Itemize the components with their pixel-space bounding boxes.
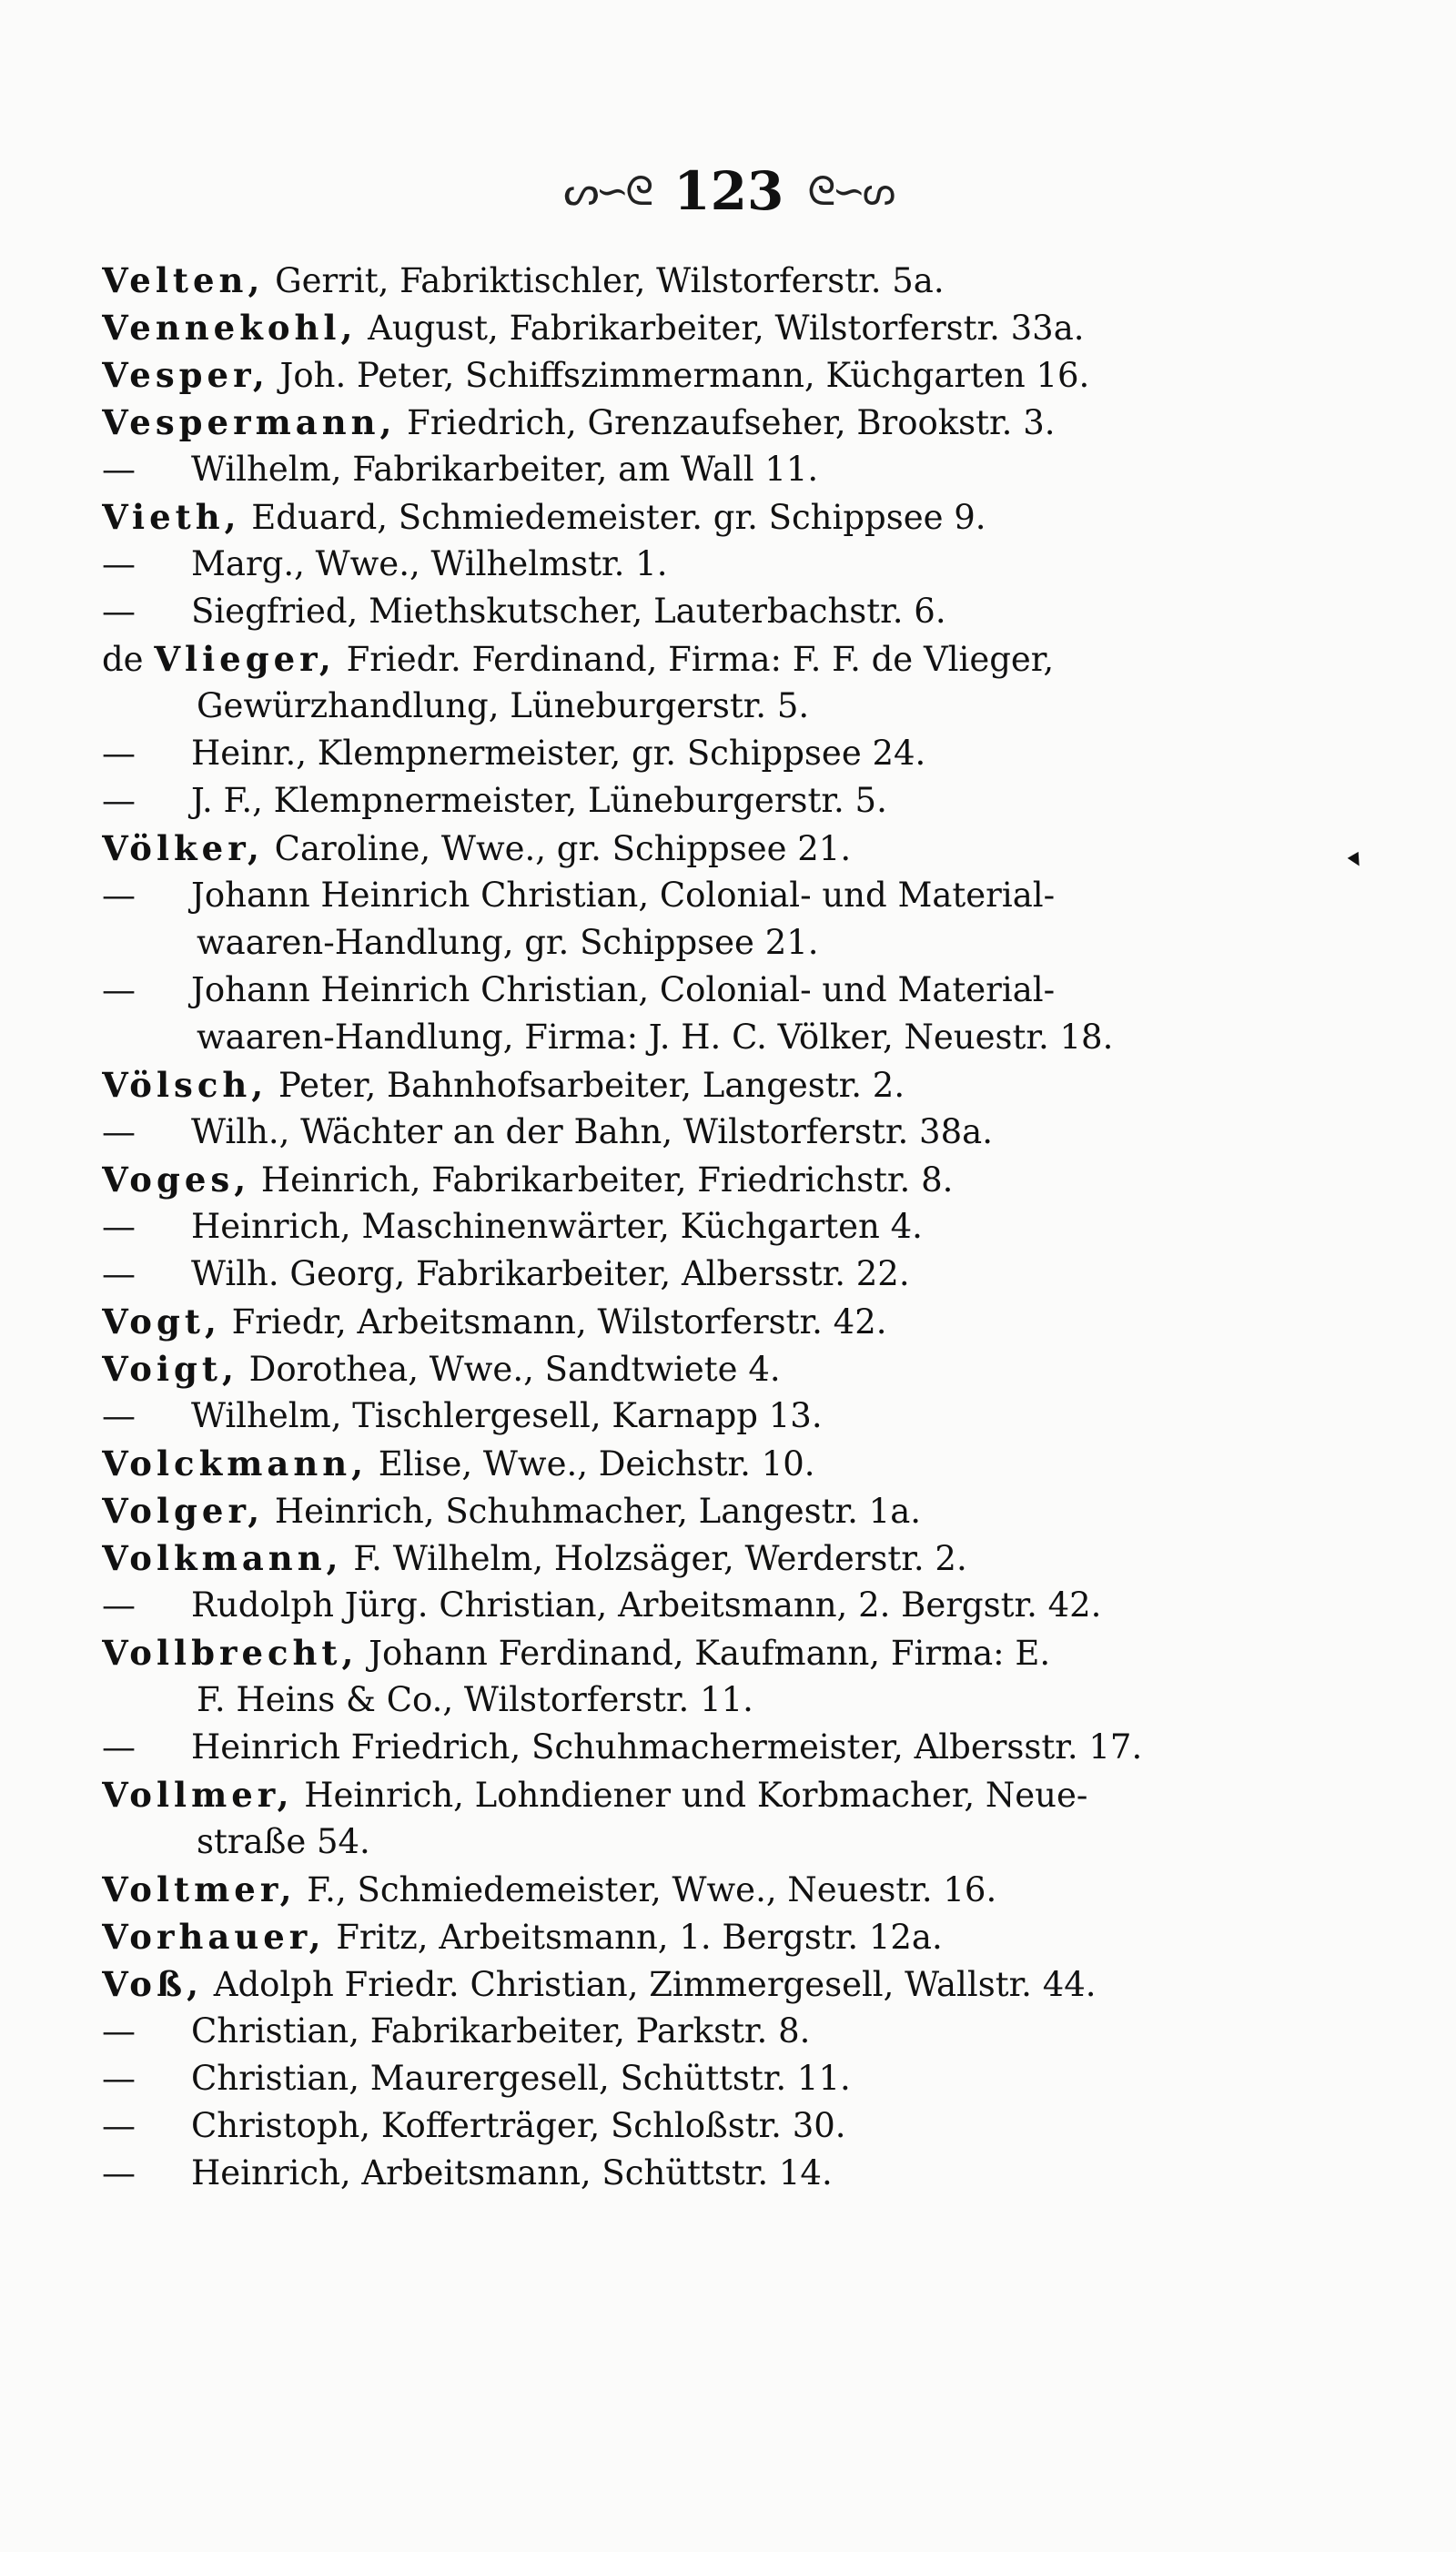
entry-details: August, Fabrikarbeiter, Wilstorferstr. 33a.	[357, 309, 1085, 348]
repeat-dash: —	[102, 1112, 136, 1151]
surname: Voigt,	[102, 1349, 238, 1389]
directory-line	[102, 2102, 1258, 2150]
directory-line	[102, 304, 1258, 351]
entry-details: Heinrich, Maschinenwärter, Küchgarten 4.	[191, 1207, 923, 1246]
directory-line	[102, 493, 1258, 541]
repeat-dash: —	[102, 544, 136, 583]
directory-entries	[102, 257, 1258, 2197]
directory-line	[102, 257, 1258, 304]
directory-line	[102, 588, 1258, 635]
entry-details: Gewürzhandlung, Lüneburgerstr. 5.	[197, 686, 810, 725]
stray-mark: ▾	[1341, 842, 1369, 876]
repeat-dash: —	[102, 970, 136, 1009]
surname: Vieth,	[102, 497, 241, 537]
surname: Volkmann,	[102, 1538, 343, 1578]
surname: Vespermann,	[102, 402, 397, 442]
entry-details: waaren-Handlung, Firma: J. H. C. Völker, Neuestr. 18.	[197, 1018, 1114, 1057]
entry-details: Wilhelm, Fabrikarbeiter, am Wall 11.	[191, 450, 819, 489]
directory-line	[102, 683, 1258, 730]
repeat-dash: —	[102, 734, 136, 773]
entry-details: Christoph, Kofferträger, Schloßstr. 30.	[191, 2106, 846, 2145]
entry-details: Heinr., Klempnermeister, gr. Schippsee 24.	[191, 734, 926, 773]
surname: Vogt,	[102, 1301, 221, 1342]
directory-line	[102, 351, 1258, 399]
directory-line	[102, 825, 1258, 872]
entry-details: Wilh., Wächter an der Bahn, Wilstorferstr. 38a.	[191, 1112, 993, 1151]
directory-line	[102, 446, 1258, 493]
entry-details: Johann Heinrich Christian, Colonial- und Material-	[191, 876, 1056, 915]
surname: Voltmer,	[102, 1869, 297, 1909]
directory-line	[102, 777, 1258, 825]
directory-line	[102, 2008, 1258, 2055]
directory-line	[102, 1534, 1258, 1582]
surname: Völsch,	[102, 1065, 268, 1105]
directory-line	[102, 2150, 1258, 2197]
directory-line	[102, 1487, 1258, 1534]
directory-line	[102, 1676, 1258, 1724]
entry-details: Marg., Wwe., Wilhelmstr. 1.	[191, 544, 668, 583]
directory-line	[102, 1345, 1258, 1392]
entry-details: Dorothea, Wwe., Sandtwiete 4.	[238, 1350, 781, 1389]
repeat-dash: —	[102, 592, 136, 631]
entry-details: Heinrich, Lohndiener und Korbmacher, Neue-	[293, 1776, 1088, 1815]
entry-details: Christian, Fabrikarbeiter, Parkstr. 8.	[191, 2011, 811, 2051]
directory-line	[102, 635, 1258, 683]
surname: Völker,	[102, 828, 264, 868]
surname: Velten,	[102, 260, 265, 300]
repeat-dash: —	[102, 781, 136, 820]
entry-details: Johann Ferdinand, Kaufmann, Firma: E.	[358, 1634, 1051, 1673]
entry-details: waaren-Handlung, gr. Schippsee 21.	[197, 923, 819, 962]
surname: Vlieger,	[154, 639, 336, 679]
repeat-dash: —	[102, 1207, 136, 1246]
directory-line	[102, 1251, 1258, 1298]
entry-details: F. Wilhelm, Holzsäger, Werderstr. 2.	[342, 1539, 967, 1578]
directory-line	[102, 967, 1258, 1014]
entry-details: Christian, Maurergesell, Schüttstr. 11.	[191, 2059, 851, 2098]
entry-details: Adolph Friedr. Christian, Zimmergesell, Wallstr. 44.	[202, 1965, 1097, 2004]
entry-details: Friedr. Ferdinand, Firma: F. F. de Vlieger,	[335, 640, 1055, 679]
entry-details: Eduard, Schmiedemeister. gr. Schippsee 9.	[240, 498, 986, 537]
directory-line	[102, 1582, 1258, 1629]
page-number: 123	[673, 160, 784, 222]
surname: Vesper,	[102, 355, 269, 395]
entry-details: Heinrich, Arbeitsmann, Schüttstr. 14.	[191, 2153, 833, 2192]
directory-line	[102, 399, 1258, 446]
name-particle: de	[102, 640, 155, 679]
directory-line	[102, 1960, 1258, 2008]
repeat-dash: —	[102, 1727, 136, 1767]
directory-line	[102, 1724, 1258, 1771]
directory-line	[102, 1629, 1258, 1676]
entry-details: Heinrich, Schuhmacher, Langestr. 1a.	[264, 1492, 922, 1531]
entry-details: Wilhelm, Tischlergesell, Karnapp 13.	[191, 1396, 823, 1435]
surname: Vollmer,	[102, 1775, 294, 1815]
page-header	[0, 155, 1456, 228]
repeat-dash: —	[102, 2106, 136, 2145]
surname: Voß,	[102, 1964, 203, 2004]
repeat-dash: —	[102, 2153, 136, 2192]
entry-details: Siegfried, Miethskutscher, Lauterbachstr. 6.	[191, 592, 946, 631]
repeat-dash: —	[102, 1585, 136, 1625]
entry-details: Heinrich Friedrich, Schuhmachermeister, Albersstr. 17.	[191, 1727, 1143, 1767]
entry-details: Wilh. Georg, Fabrikarbeiter, Albersstr. 22.	[191, 1254, 910, 1293]
entry-details: straße 54.	[197, 1822, 370, 1861]
repeat-dash: —	[102, 2059, 136, 2098]
directory-line	[102, 730, 1258, 777]
surname: Volckmann,	[102, 1443, 369, 1484]
right-ornament: ᘓ∽ᔕ	[807, 167, 893, 215]
directory-line	[102, 1014, 1258, 1061]
directory-line	[102, 1156, 1258, 1203]
directory-line	[102, 872, 1258, 919]
left-ornament: ᔕ∽ᘓ	[563, 167, 651, 215]
directory-line	[102, 1440, 1258, 1487]
repeat-dash: —	[102, 876, 136, 915]
surname: Vollbrecht,	[102, 1633, 359, 1673]
surname: Volger,	[102, 1491, 265, 1531]
directory-line	[102, 1913, 1258, 1960]
directory-line	[102, 1298, 1258, 1345]
entry-details: Gerrit, Fabriktischler, Wilstorferstr. 5a.	[264, 261, 945, 300]
entry-details: F. Heins & Co., Wilstorferstr. 11.	[197, 1680, 753, 1719]
entry-details: Rudolph Jürg. Christian, Arbeitsmann, 2. Bergstr. 42.	[191, 1585, 1102, 1625]
directory-line	[102, 1203, 1258, 1251]
directory-line	[102, 1392, 1258, 1440]
entry-details: Johann Heinrich Christian, Colonial- und Material-	[191, 970, 1056, 1009]
directory-line	[102, 541, 1258, 588]
directory-line	[102, 2055, 1258, 2102]
entry-details: Fritz, Arbeitsmann, 1. Bergstr. 12a.	[325, 1918, 943, 1957]
entry-details: Peter, Bahnhofsarbeiter, Langestr. 2.	[268, 1066, 905, 1105]
directory-line	[102, 1061, 1258, 1109]
entry-details: Friedr, Arbeitsmann, Wilstorferstr. 42.	[220, 1302, 887, 1342]
repeat-dash: —	[102, 2011, 136, 2051]
surname: Vorhauer,	[102, 1917, 326, 1957]
entry-details: Caroline, Wwe., gr. Schippsee 21.	[263, 829, 852, 868]
repeat-dash: —	[102, 1396, 136, 1435]
entry-details: J. F., Klempnermeister, Lüneburgerstr. 5.	[191, 781, 887, 820]
entry-details: Friedrich, Grenzaufseher, Brookstr. 3.	[396, 403, 1056, 442]
surname: Vennekohl,	[102, 308, 358, 348]
entry-details: F., Schmiedemeister, Wwe., Neuestr. 16.	[296, 1870, 997, 1909]
directory-line	[102, 1109, 1258, 1156]
entry-details: Heinrich, Fabrikarbeiter, Friedrichstr. 8.	[250, 1160, 954, 1200]
entry-details: Elise, Wwe., Deichstr. 10.	[368, 1444, 815, 1484]
repeat-dash: —	[102, 450, 136, 489]
directory-line	[102, 919, 1258, 967]
surname: Voges,	[102, 1160, 251, 1200]
directory-line	[102, 1771, 1258, 1818]
directory-line	[102, 1818, 1258, 1866]
repeat-dash: —	[102, 1254, 136, 1293]
directory-line	[102, 1866, 1258, 1913]
entry-details: Joh. Peter, Schiffszimmermann, Küchgarten 16.	[268, 356, 1090, 395]
